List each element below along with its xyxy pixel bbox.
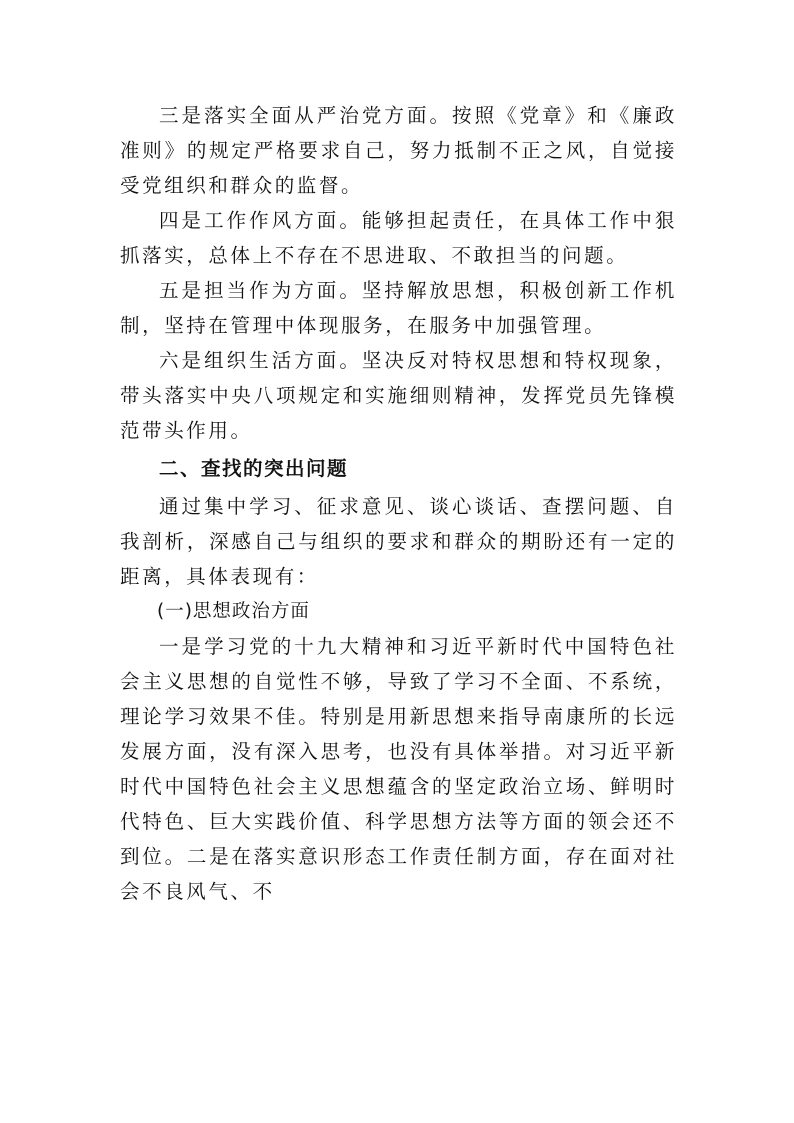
document-body — [120, 98, 677, 909]
subsection-heading-ideology: (一)思想政治方面 — [157, 601, 310, 622]
paragraph-problems-intro: 通过集中学习、征求意见、谈心谈话、查摆问题、自我剖析，深感自己与组织的要求和群众的期盼还有一定的距离，具体表现有： — [120, 495, 677, 588]
paragraph-ideology-details: 一是学习党的十九大精神和习近平新时代中国特色社会主义思想的自觉性不够，导致了学习不全面、不系统，理论学习效果不佳。特别是用新思想来指导南康所的长远发展方面，没有深入思考，也没有具体举措。对习近平新时代中国特色社会主义思想蕴含的坚定政治立场、鲜明时代特色、巨大实践价值、科学思想方法等方面的领会还不到位。二是在落实意识形态工作责任制方面，存在面对社会不良风气、不 — [120, 635, 677, 903]
paragraph-party-discipline: 三是落实全面从严治党方面。按照《党章》和《廉政准则》的规定严格要求自己，努力抵制不正之风，自觉接受党组织和群众的监督。 — [120, 104, 677, 197]
paragraph-work-style: 四是工作作风方面。能够担起责任，在具体工作中狠抓落实，总体上不存在不思进取、不敢担当的问题。 — [120, 209, 677, 267]
paragraph-responsibility: 五是担当作为方面。坚持解放思想，积极创新工作机制，坚持在管理中体现服务，在服务中加强管理。 — [120, 279, 677, 337]
section-heading-problems: 二、查找的突出问题 — [159, 457, 349, 480]
paragraph-organizational-life: 六是组织生活方面。坚决反对特权思想和特权现象，带头落实中央八项规定和实施细则精神，发挥党员先锋模范带头作用。 — [120, 349, 677, 442]
